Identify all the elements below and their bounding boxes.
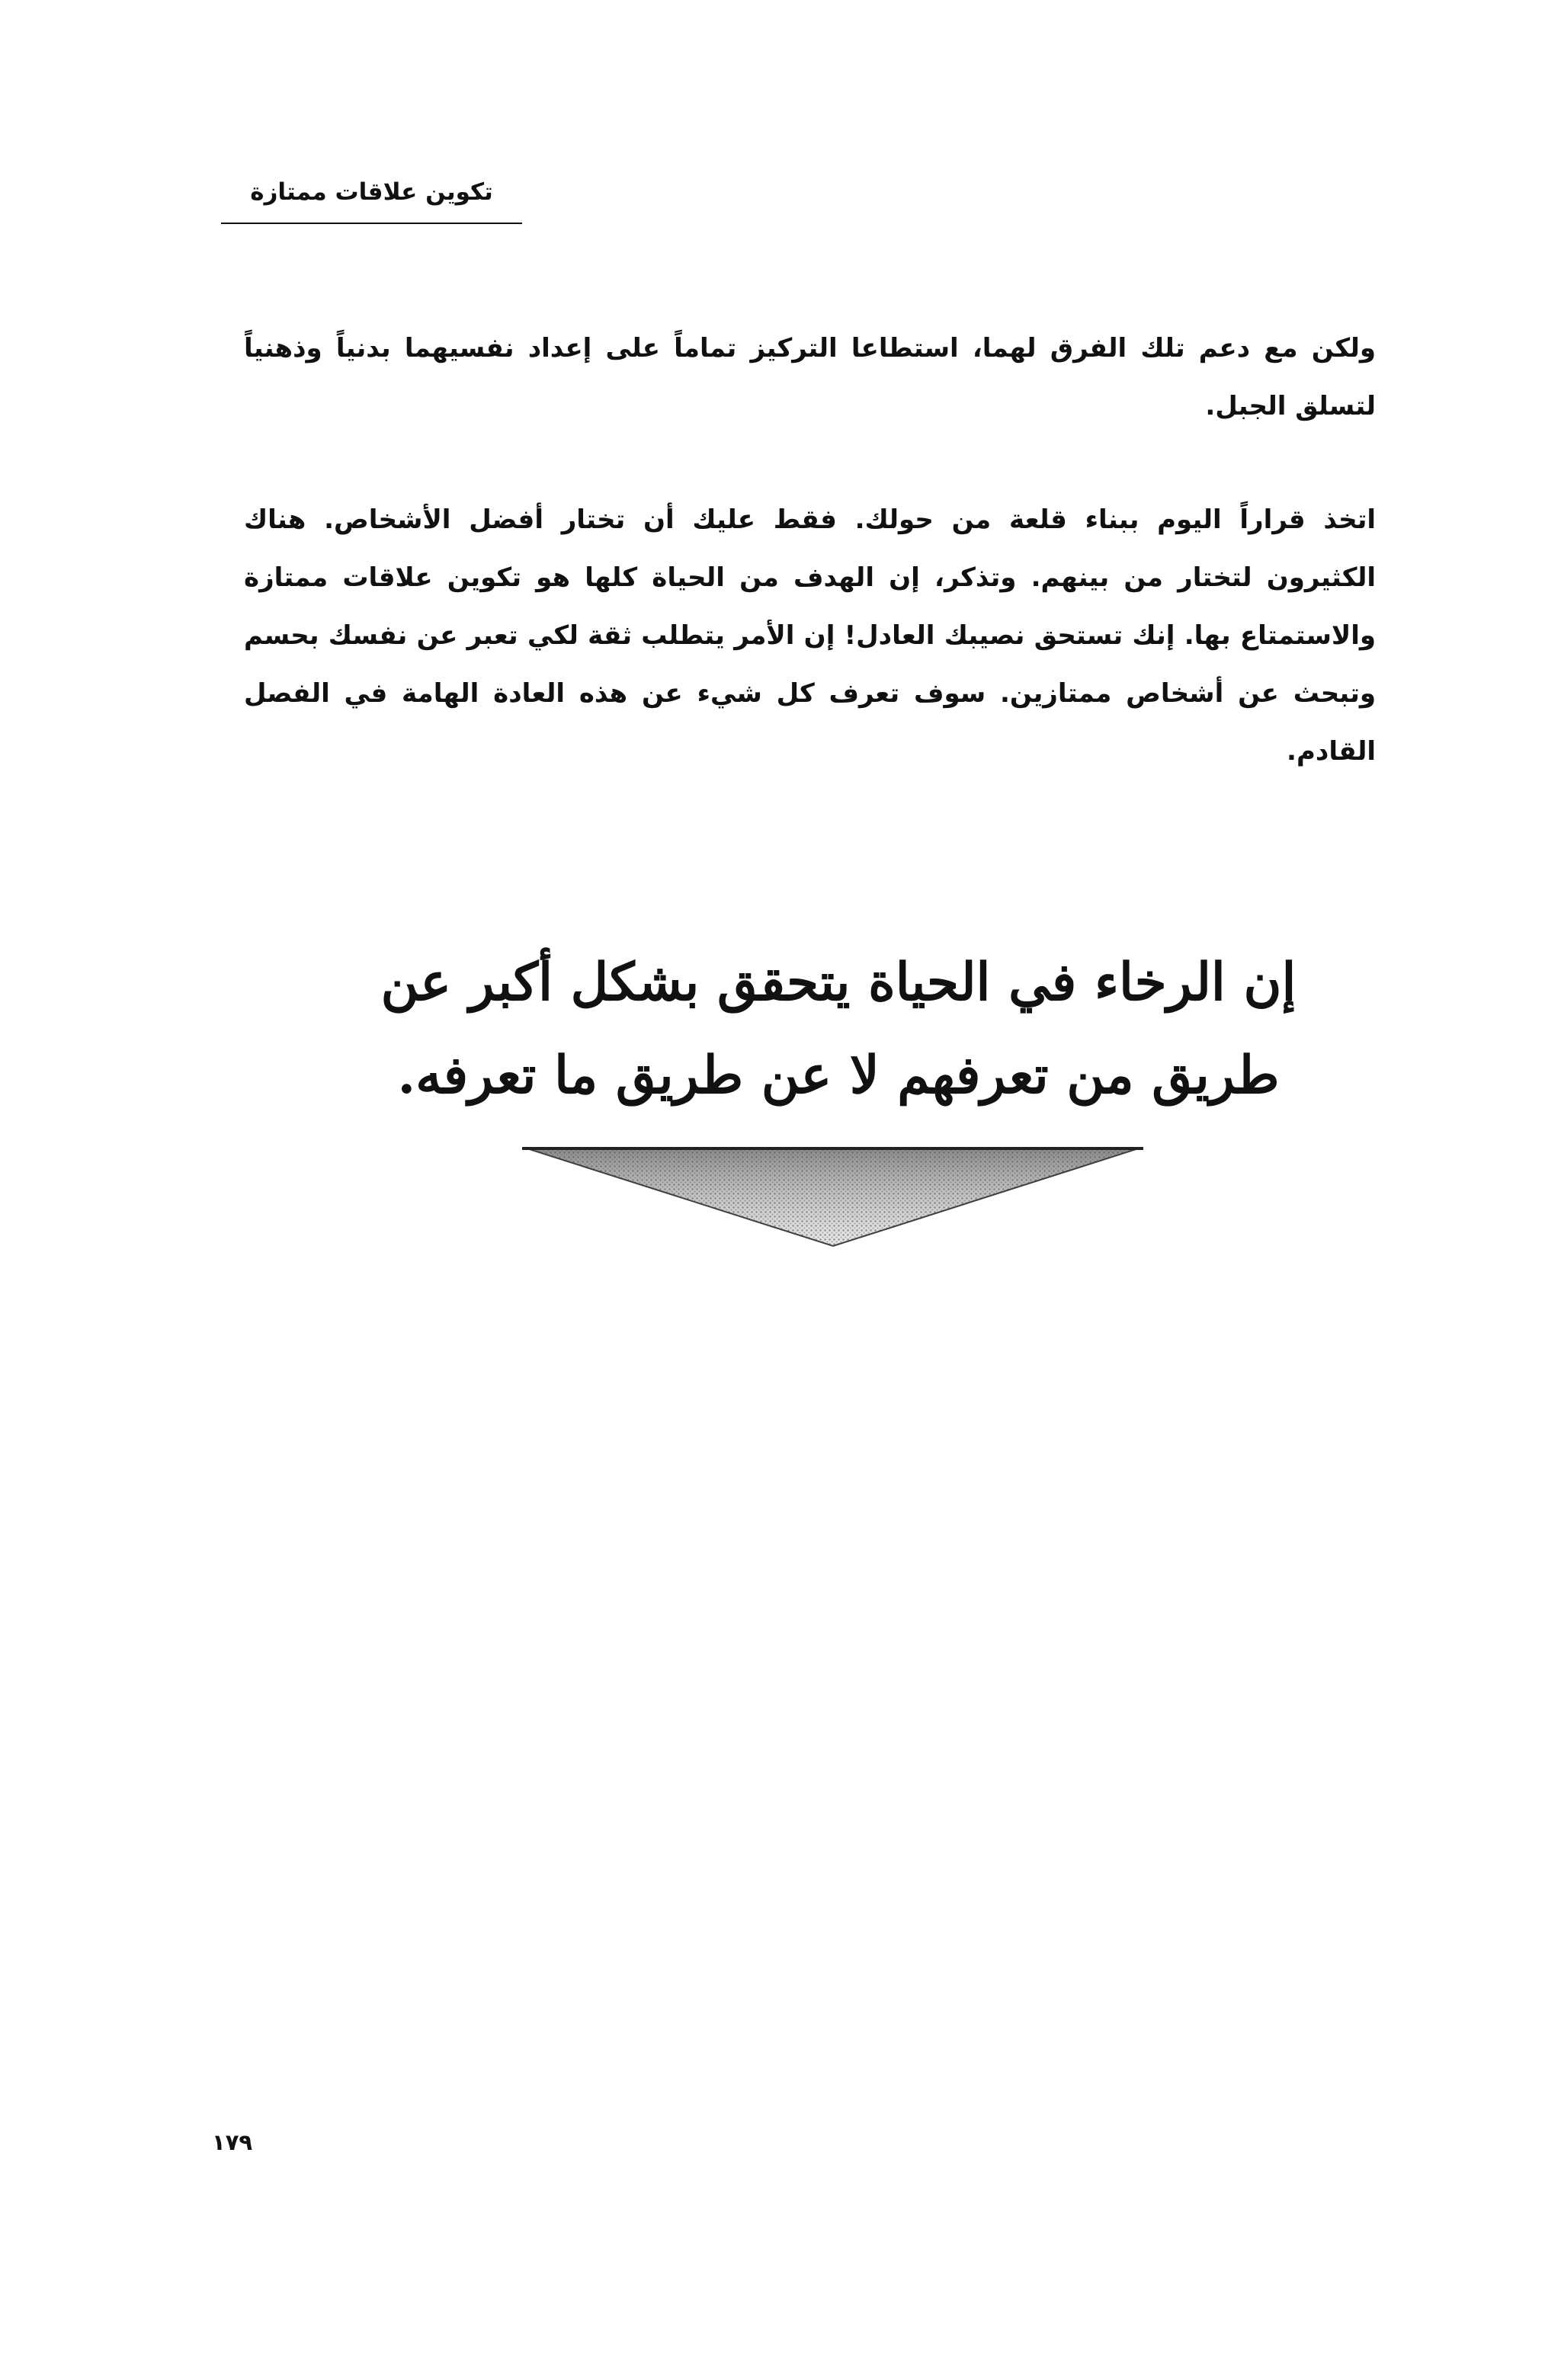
header-underline <box>221 223 522 224</box>
running-header: تكوين علاقات ممتازة <box>250 178 493 206</box>
down-triangle-ornament-icon <box>522 1147 1143 1250</box>
body-paragraph-2: اتخذ قراراً اليوم ببناء قلعة من حولك. فقط عليك أن تختار أفضل الأشخاص. هناك الكثيرون لتختار من بينهم. وتذكر، إن الهدف من الحياة كلها هو تكوين علاقات ممتازة والاستمتاع بها. إنك تستحق نصيبك العادل! إن الأمر يتطلب ثقة لكي تعبر عن نفسك بحسم وتبحث عن أشخاص ممتازين. سوف تعرف كل شيء عن هذه العادة الهامة في الفصل القادم. <box>244 505 1376 767</box>
highlighted-quote: إن الرخاء في الحياة يتحقق بشكل أكبر عن طريق من تعرفهم لا عن طريق ما تعرفه. <box>380 952 1297 1106</box>
page-number: ١٧٩ <box>212 2129 253 2155</box>
body-paragraph-1: ولكن مع دعم تلك الفرق لهما، استطاعا التركيز تماماً على إعداد نفسيهما بدنياً وذهنياً لتسلق الجبل. <box>244 333 1376 421</box>
